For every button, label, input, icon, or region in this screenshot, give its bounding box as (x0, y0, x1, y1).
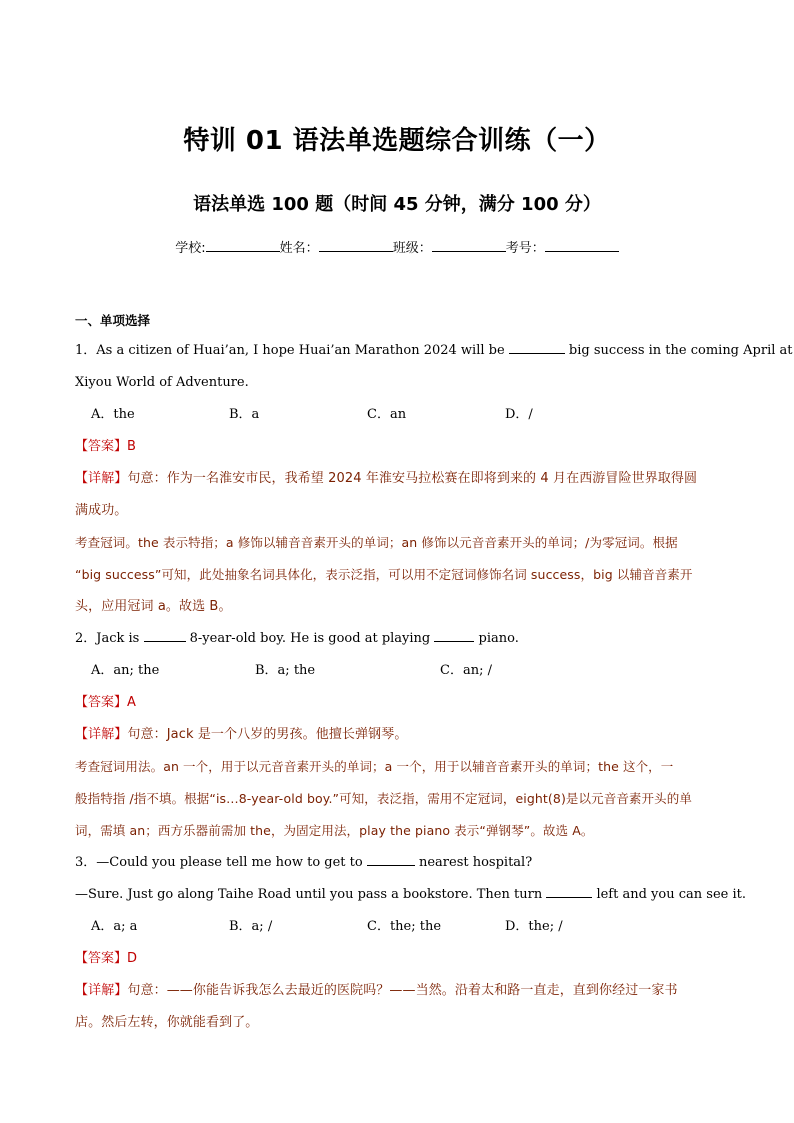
class-blank[interactable] (432, 239, 506, 252)
stem-text: piano. (474, 631, 519, 646)
number-blank[interactable] (545, 239, 619, 252)
answer-label: 【答案】 (75, 695, 128, 710)
stem-text: left and you can see it. (592, 887, 746, 902)
name-label: 姓名： (279, 241, 319, 256)
question-3 (75, 847, 746, 1039)
stem-text: 3．—Could you please tell me how to get to (75, 855, 367, 870)
explain-text: “big success”可知，此处抽象名词具体化，表示泛指，可以用不定冠词修饰名词 success，big 以辅音音素开 (75, 567, 693, 582)
school-blank[interactable] (206, 239, 280, 252)
explain-text: 句意：Jack 是一个八岁的男孩。他擅长弹钢琴。 (127, 727, 408, 742)
option-c: C．the; the (367, 919, 442, 934)
question-stem-cont: Xiyou World of Adventure. (75, 375, 249, 390)
option-b: B．a (229, 407, 260, 422)
option-d: D．the; / (505, 919, 563, 934)
page-subtitle: 语法单选 100 题（时间 45 分钟，满分 100 分） (193, 194, 601, 215)
explanation (75, 975, 725, 1039)
explanation (75, 719, 725, 847)
answer-blank (509, 341, 565, 354)
options-row (75, 911, 725, 943)
page-title: 特训 01 语法单选题综合训练（一） (183, 126, 611, 156)
question-stem (75, 847, 725, 879)
explain-label: 【详解】 (75, 727, 128, 742)
answer-value: B (127, 439, 136, 454)
explain-label: 【详解】 (75, 983, 128, 998)
question-content (75, 311, 793, 1039)
stem-text: —Sure. Just go along Taihe Road until you pass a bookstore. Then turn (75, 887, 547, 902)
number-label: 考号： (505, 241, 545, 256)
option-a: A．an; the (91, 663, 160, 678)
section-heading: 一、单项选择 (75, 313, 151, 328)
answer-blank (144, 629, 186, 642)
answer-label: 【答案】 (75, 951, 128, 966)
options-row (75, 399, 725, 431)
option-b: B．a; the (255, 663, 316, 678)
stem-text: big success in the coming April at (564, 343, 793, 358)
option-b: B．a; / (229, 919, 273, 934)
question-1 (75, 335, 793, 623)
stem-text: 8-year-old boy. He is good at playing (185, 631, 435, 646)
explain-text: 般指特指 /指不填。根据“is…8-year-old boy.”可知，表泛指，需用不定冠词，eight(8)是以元音音素开头的单 (75, 791, 692, 806)
question-stem (75, 623, 725, 655)
answer-blank (434, 629, 474, 642)
explain-text: 考查冠词。the 表示特指；a 修饰以辅音音素开头的单词；an 修饰以元音音素开头的单词；/为零冠词。根据 (75, 535, 678, 550)
question-stem-cont (75, 879, 746, 911)
answer-blank (546, 885, 592, 898)
options-row (75, 655, 725, 687)
student-info-line (0, 237, 794, 256)
answer-line (75, 431, 725, 463)
explain-text: 头，应用冠词 a。故选 B。 (75, 599, 232, 614)
explain-text: 满成功。 (75, 503, 128, 518)
answer-label: 【答案】 (75, 439, 128, 454)
stem-text: nearest hospital? (414, 855, 533, 870)
explain-text: 句意：作为一名淮安市民，我希望 2024 年淮安马拉松赛在即将到来的 4 月在西游冒险世界取得圆 (127, 471, 698, 486)
answer-line (75, 943, 725, 975)
option-c: C．an; / (440, 663, 492, 678)
answer-value: D (127, 951, 138, 966)
stem-text: 2．Jack is (75, 631, 144, 646)
option-a: A．a; a (91, 919, 138, 934)
explain-text: 考查冠词用法。an 一个，用于以元音音素开头的单词；a 一个，用于以辅音音素开头的单词；the 这个，一 (75, 759, 674, 774)
class-label: 班级： (392, 241, 432, 256)
answer-line (75, 687, 725, 719)
question-2 (75, 623, 725, 847)
answer-value: A (127, 695, 136, 710)
explanation (75, 463, 725, 623)
option-d: D．/ (505, 407, 533, 422)
option-a: A．the (91, 407, 135, 422)
explain-text: 店。然后左转，你就能看到了。 (75, 1015, 259, 1030)
explain-text: 词，需填 an；西方乐器前需加 the，为固定用法，play the piano 表示“弹钢琴”。故选 A。 (75, 823, 594, 838)
question-stem (75, 335, 793, 367)
explain-text: 句意：——你能告诉我怎么去最近的医院吗？——当然。沿着太和路一直走，直到你经过一家书 (127, 983, 678, 998)
answer-blank (367, 853, 415, 866)
explain-label: 【详解】 (75, 471, 128, 486)
name-blank[interactable] (319, 239, 393, 252)
option-c: C．an (367, 407, 407, 422)
school-label: 学校: (175, 241, 206, 256)
stem-text: 1．As a citizen of Huai’an, I hope Huai’an Marathon 2024 will be (75, 343, 509, 358)
